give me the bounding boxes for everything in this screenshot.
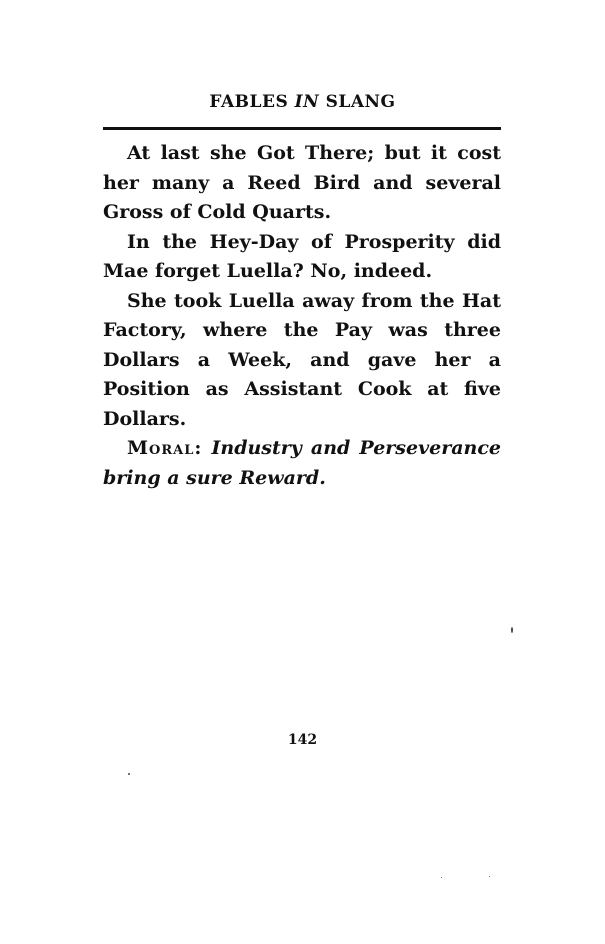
scan-speck bbox=[511, 627, 513, 633]
scan-speck bbox=[441, 877, 442, 878]
paragraph-luella-position: She took Luella away from the Hat Factory, where the Pay was three Dollars a Week, and gave her a Position as Assistant Cook at five Dollars. bbox=[103, 289, 501, 430]
scan-speck bbox=[489, 876, 490, 877]
body-text bbox=[103, 139, 501, 493]
header-rule bbox=[103, 127, 501, 130]
scan-speck bbox=[128, 773, 130, 775]
moral-text: Industry and Perseverance bring a sure Reward. bbox=[103, 437, 501, 489]
header-title-italic: IN bbox=[294, 92, 320, 112]
header-title-end: SLANG bbox=[319, 92, 396, 112]
paragraph-hey-day: In the Hey-Day of Prosperity did Mae forget Luella? No, indeed. bbox=[103, 230, 501, 282]
moral-paragraph bbox=[103, 434, 501, 493]
page-number: 142 bbox=[287, 732, 318, 748]
paragraph-got-there: At last she Got There; but it cost her many a Reed Bird and several Gross of Cold Quarts. bbox=[103, 142, 501, 223]
running-header bbox=[0, 92, 605, 112]
moral-label: Moral: bbox=[127, 437, 203, 459]
header-title-start: FABLES bbox=[209, 92, 295, 112]
